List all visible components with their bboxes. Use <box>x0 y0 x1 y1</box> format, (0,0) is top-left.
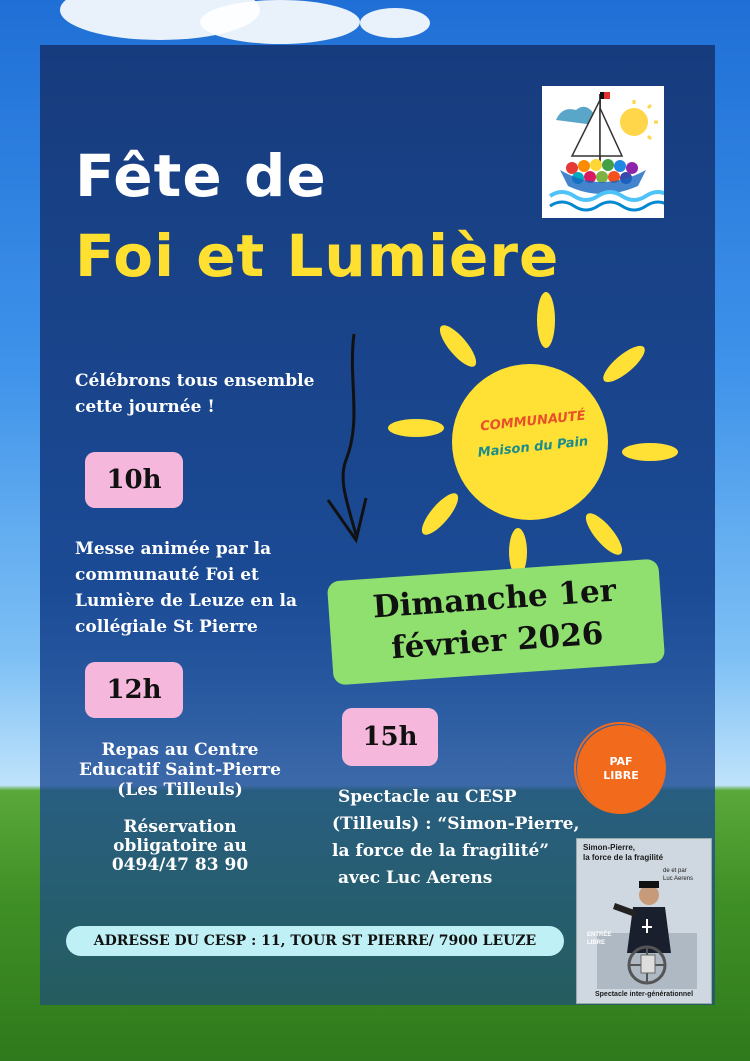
boat-logo-icon <box>542 86 664 218</box>
time-badge-12h: 12h <box>85 662 183 718</box>
foi-et-lumiere-logo <box>542 86 664 218</box>
title-line-2: Foi et Lumière <box>75 222 560 290</box>
paf-line: PAF <box>609 755 633 768</box>
event-line: avec Luc Aerens <box>338 868 493 888</box>
poster-title-line: Simon-Pierre, <box>583 843 636 852</box>
reservation-text <box>60 818 300 875</box>
event-line: (Les Tilleuls) <box>117 780 243 800</box>
show-poster <box>576 838 712 1004</box>
event-10h-text <box>75 536 297 640</box>
community-label: COMMUNAUTÉ <box>479 408 587 435</box>
reservation-line: obligatoire au <box>113 836 247 856</box>
time-badge-10h: 10h <box>85 452 183 508</box>
community-name: Maison du Pain <box>477 434 589 461</box>
sun-graphic <box>386 290 686 580</box>
event-line: Educatif Saint-Pierre <box>79 760 281 780</box>
poster-title-line: la force de la fragilité <box>583 853 664 862</box>
paf-badge <box>580 728 662 810</box>
poster-title <box>583 843 663 863</box>
poster-entry <box>587 931 611 947</box>
event-line: Messe animée par la <box>75 539 272 559</box>
intro-text <box>75 368 314 420</box>
intro-line: cette journée ! <box>75 397 215 417</box>
intro-line: Célébrons tous ensemble <box>75 371 315 391</box>
time-badge-15h: 15h <box>342 708 438 766</box>
reservation-phone: 0494/47 83 90 <box>111 855 249 875</box>
curved-arrow-icon <box>318 330 378 550</box>
cloud <box>200 0 360 44</box>
address-banner: ADRESSE DU CESP : 11, TOUR ST PIERRE/ 7900 LEUZE <box>66 926 564 956</box>
poster-by-line: Luc Aerens <box>663 876 694 882</box>
event-line: Lumière de Leuze en la <box>75 591 297 611</box>
poster-by-line: de et par <box>663 868 687 874</box>
poster-entry-line: ENTRÉE <box>587 932 612 938</box>
event-12h-text <box>60 740 300 800</box>
event-line: Spectacle au CESP <box>338 787 517 807</box>
paf-line: LIBRE <box>603 769 639 782</box>
event-15h-text <box>332 784 579 892</box>
reservation-line: Réservation <box>123 817 237 837</box>
date-line: février 2026 <box>390 615 605 667</box>
event-line: communauté Foi et <box>75 565 259 585</box>
poster-entry-line: LIBRE <box>587 940 605 946</box>
event-line: (Tilleuls) : “Simon-Pierre, <box>332 814 580 834</box>
sailor-figure-icon <box>597 873 697 989</box>
event-line: collégiale St Pierre <box>75 617 258 637</box>
date-line: Dimanche 1er <box>371 572 618 626</box>
title-line-1: Fête de <box>75 142 327 210</box>
event-line: la force de la fragilité” <box>332 841 550 861</box>
event-line: Repas au Centre <box>101 740 259 760</box>
cloud <box>360 8 430 38</box>
poster-footer: Spectacle inter-générationnel <box>594 991 694 998</box>
